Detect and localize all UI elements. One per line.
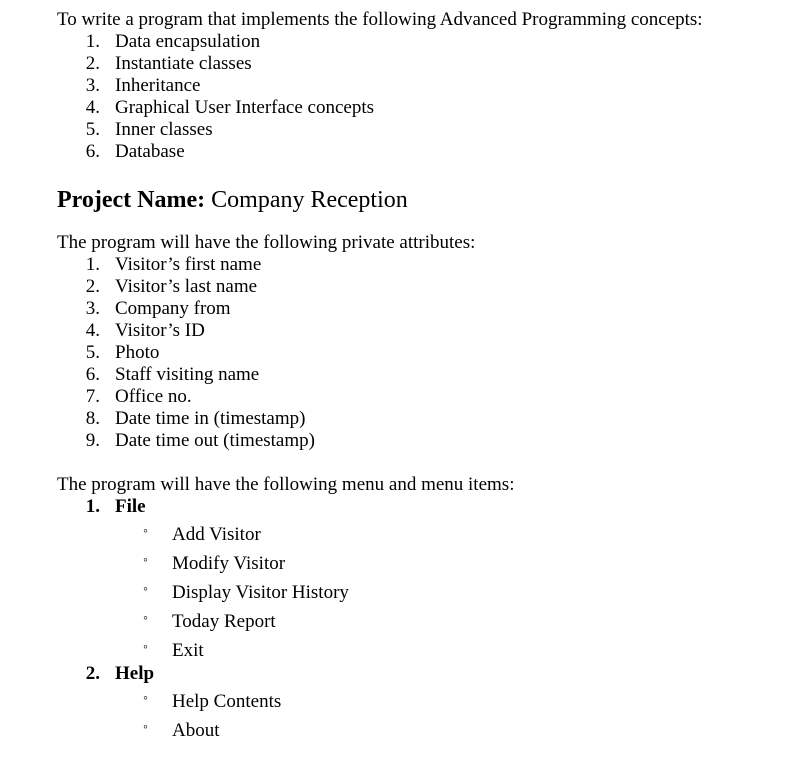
bullet-icon: ◦ — [143, 553, 148, 568]
section-gap — [57, 452, 777, 474]
menu-intro: The program will have the following menu and menu items: — [57, 474, 515, 495]
project-label: Project Name: — [57, 187, 206, 213]
list-number: 8. — [85, 408, 100, 429]
list-number: 2. — [85, 53, 100, 74]
list-item — [57, 97, 777, 119]
list-number: 4. — [85, 97, 100, 118]
list-text: Date time out (timestamp) — [115, 430, 315, 451]
list-item — [57, 141, 777, 163]
menu-title: File — [115, 496, 146, 517]
list-item — [57, 386, 777, 408]
bullet-icon: ◦ — [143, 582, 148, 597]
list-number: 5. — [85, 119, 100, 140]
list-item — [57, 53, 777, 75]
list-number: 3. — [85, 298, 100, 319]
project-name: Company Reception — [211, 187, 408, 213]
menu-list — [57, 496, 777, 743]
list-text: Office no. — [115, 386, 192, 407]
list-number: 3. — [85, 75, 100, 96]
list-text: Date time in (timestamp) — [115, 408, 306, 429]
menu-item-label: Today Report — [172, 611, 276, 632]
list-text: Graphical User Interface concepts — [115, 97, 374, 118]
menu-item-label: Display Visitor History — [172, 582, 349, 603]
list-number: 1. — [85, 31, 100, 52]
bullet-icon: ◦ — [143, 524, 148, 539]
list-item — [57, 31, 777, 53]
list-item — [57, 320, 777, 342]
menu-item-label: Help Contents — [172, 691, 282, 712]
menu-item — [57, 605, 777, 634]
project-heading — [57, 186, 777, 214]
list-text: Inner classes — [115, 119, 213, 140]
menu-item-label: Exit — [172, 640, 204, 661]
bullet-icon: ◦ — [143, 691, 148, 706]
menu-item — [57, 547, 777, 576]
list-item — [57, 119, 777, 141]
menu-item-label: About — [172, 720, 220, 741]
list-number: 2. — [85, 663, 100, 684]
menu-item — [57, 685, 777, 714]
list-number: 9. — [85, 430, 100, 451]
list-number: 6. — [85, 364, 100, 385]
intro-text: To write a program that implements the following Advanced Programming concepts: — [57, 9, 703, 30]
list-item — [57, 342, 777, 364]
list-number: 5. — [85, 342, 100, 363]
menu-item — [57, 518, 777, 547]
list-number: 1. — [85, 496, 100, 517]
list-number: 1. — [85, 254, 100, 275]
menu-item — [57, 634, 777, 663]
list-item — [57, 254, 777, 276]
menu-item — [57, 714, 777, 743]
list-text: Instantiate classes — [115, 53, 252, 74]
list-number: 2. — [85, 276, 100, 297]
attributes-intro: The program will have the following private attributes: — [57, 232, 476, 253]
list-number: 6. — [85, 141, 100, 162]
attributes-list — [57, 254, 777, 452]
list-item — [57, 75, 777, 97]
bullet-icon: ◦ — [143, 640, 148, 655]
menu-heading-help — [57, 663, 777, 685]
list-text: Inheritance — [115, 75, 201, 96]
list-item — [57, 364, 777, 386]
menu-title: Help — [115, 663, 155, 684]
list-number: 4. — [85, 320, 100, 341]
menu-item-label: Modify Visitor — [172, 553, 286, 574]
menu-item — [57, 576, 777, 605]
document-page — [57, 9, 777, 743]
list-item — [57, 276, 777, 298]
bullet-icon: ◦ — [143, 720, 148, 735]
list-text: Visitor’s first name — [115, 254, 262, 275]
list-text: Visitor’s last name — [115, 276, 258, 297]
list-text: Visitor’s ID — [115, 320, 205, 341]
list-text: Photo — [115, 342, 160, 363]
list-item — [57, 408, 777, 430]
bullet-icon: ◦ — [143, 611, 148, 626]
list-text: Database — [115, 141, 185, 162]
list-item — [57, 430, 777, 452]
menu-item-label: Add Visitor — [172, 524, 261, 545]
menu-heading-file — [57, 496, 777, 518]
list-number: 7. — [85, 386, 100, 407]
concepts-list — [57, 31, 777, 163]
list-text: Staff visiting name — [115, 364, 260, 385]
list-text: Company from — [115, 298, 231, 319]
list-text: Data encapsulation — [115, 31, 261, 52]
list-item — [57, 298, 777, 320]
